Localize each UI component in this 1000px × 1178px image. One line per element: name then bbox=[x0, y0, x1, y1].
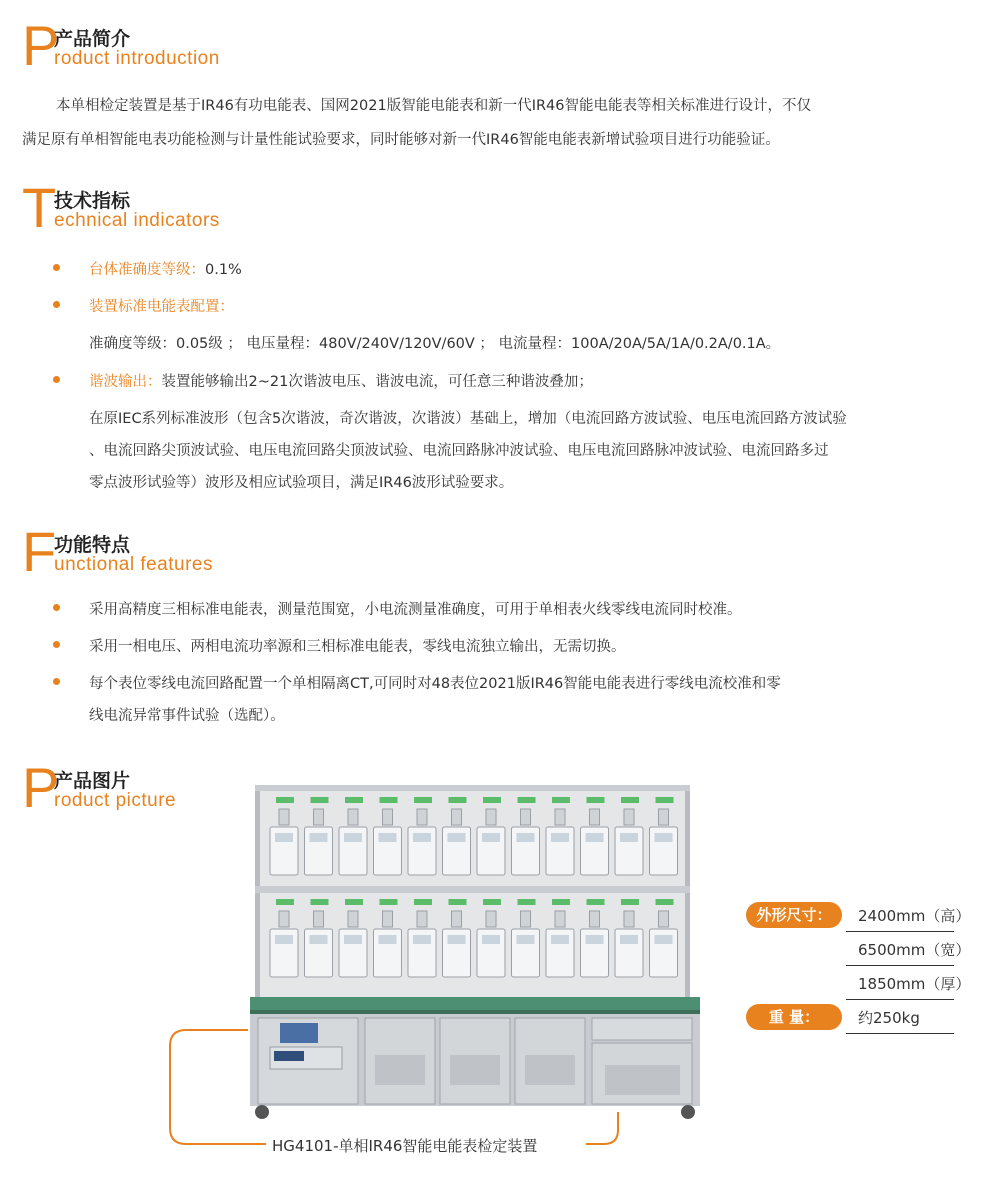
bullet-dot bbox=[53, 604, 60, 611]
divider bbox=[846, 1033, 954, 1034]
feature-item-3-cont: 线电流异常事件试验（选配）。 bbox=[89, 708, 285, 724]
bullet-dot bbox=[53, 678, 60, 685]
size-depth: 1850mm（厚） bbox=[858, 975, 971, 993]
bullet-dot bbox=[53, 376, 60, 383]
weight-value: 约250kg bbox=[858, 1009, 920, 1027]
feature-item-1: 采用高精度三相标准电能表，测量范围宽，小电流测量准确度，可用于单相表火线零线电流同时校准。 bbox=[89, 602, 742, 618]
section-letter: T bbox=[22, 176, 57, 239]
tech-item-label: 台体准确度等级： bbox=[89, 262, 205, 278]
section-title-en: roduct introduction bbox=[54, 48, 220, 69]
bullet-dot bbox=[53, 641, 60, 648]
section-title-cn: 技术指标 bbox=[54, 190, 131, 212]
tech-item-value: 装置能够输出2~21次谐波电压、谐波电流，可任意三种谐波叠加； bbox=[161, 374, 593, 390]
section-letter: F bbox=[22, 520, 57, 583]
tech-item-standard-meter-detail: 准确度等级：0.05级 ； 电压量程：480V/240V/120V/60V ； 电流量程：100A/20A/5A/1A/0.2A/0.1A。 bbox=[89, 336, 781, 352]
tech-harmonic-detail-1: 在原IEC系列标准波形（包含5次谐波，奇次谐波，次谐波）基础上，增加（电流回路方波试验、电压电流回路方波试验 bbox=[89, 411, 847, 427]
section-letter: P bbox=[22, 756, 60, 819]
tech-harmonic-detail-3: 零点波形试验等）波形及相应试验项目，满足IR46波形试验要求。 bbox=[89, 475, 514, 491]
section-title-cn: 产品简介 bbox=[54, 28, 131, 50]
intro-line-1: 本单相检定装置是基于IR46有功电能表、国网2021版智能电能表和新一代IR46智能电能表等相关标准进行设计，不仅 bbox=[56, 98, 812, 114]
tech-item-label: 谐波输出： bbox=[89, 374, 162, 390]
tech-harmonic-detail-2: 、电流回路尖顶波试验、电压电流回路尖顶波试验、电流回路脉冲波试验、电压电流回路脉冲波试验、电流回路多过 bbox=[89, 443, 829, 459]
divider bbox=[846, 931, 954, 932]
tech-item-harmonic bbox=[89, 370, 593, 391]
feature-item-3: 每个表位零线电流回路配置一个单相隔离CT,可同时对48表位2021版IR46智能电能表进行零线电流校准和零 bbox=[89, 676, 781, 692]
bullet-dot bbox=[53, 264, 60, 271]
size-width: 6500mm（宽） bbox=[858, 941, 971, 959]
section-letter: P bbox=[22, 14, 60, 77]
section-title-en: unctional features bbox=[54, 554, 213, 575]
size-label: 外形尺寸： bbox=[746, 902, 842, 928]
divider bbox=[846, 999, 954, 1000]
product-caption: HG4101-单相IR46智能电能表检定装置 bbox=[272, 1137, 538, 1155]
divider bbox=[846, 965, 954, 966]
tech-item-accuracy bbox=[89, 258, 242, 279]
tech-item-standard-meter: 装置标准电能表配置： bbox=[89, 299, 234, 315]
callout-bracket bbox=[166, 1028, 626, 1150]
size-height: 2400mm（高） bbox=[858, 907, 971, 925]
bullet-dot bbox=[53, 301, 60, 308]
weight-label: 重 量： bbox=[746, 1004, 842, 1030]
section-title-cn: 功能特点 bbox=[54, 534, 131, 556]
intro-line-2: 满足原有单相智能电表功能检测与计量性能试验要求，同时能够对新一代IR46智能电能表新增试验项目进行功能验证。 bbox=[22, 132, 780, 148]
tech-item-value: 0.1% bbox=[205, 262, 242, 278]
section-title-en: roduct picture bbox=[54, 790, 177, 811]
feature-item-2: 采用一相电压、两相电流功率源和三相标准电能表，零线电流独立输出，无需切换。 bbox=[89, 639, 626, 655]
section-title-cn: 产品图片 bbox=[54, 770, 131, 792]
section-title-en: echnical indicators bbox=[54, 210, 220, 231]
